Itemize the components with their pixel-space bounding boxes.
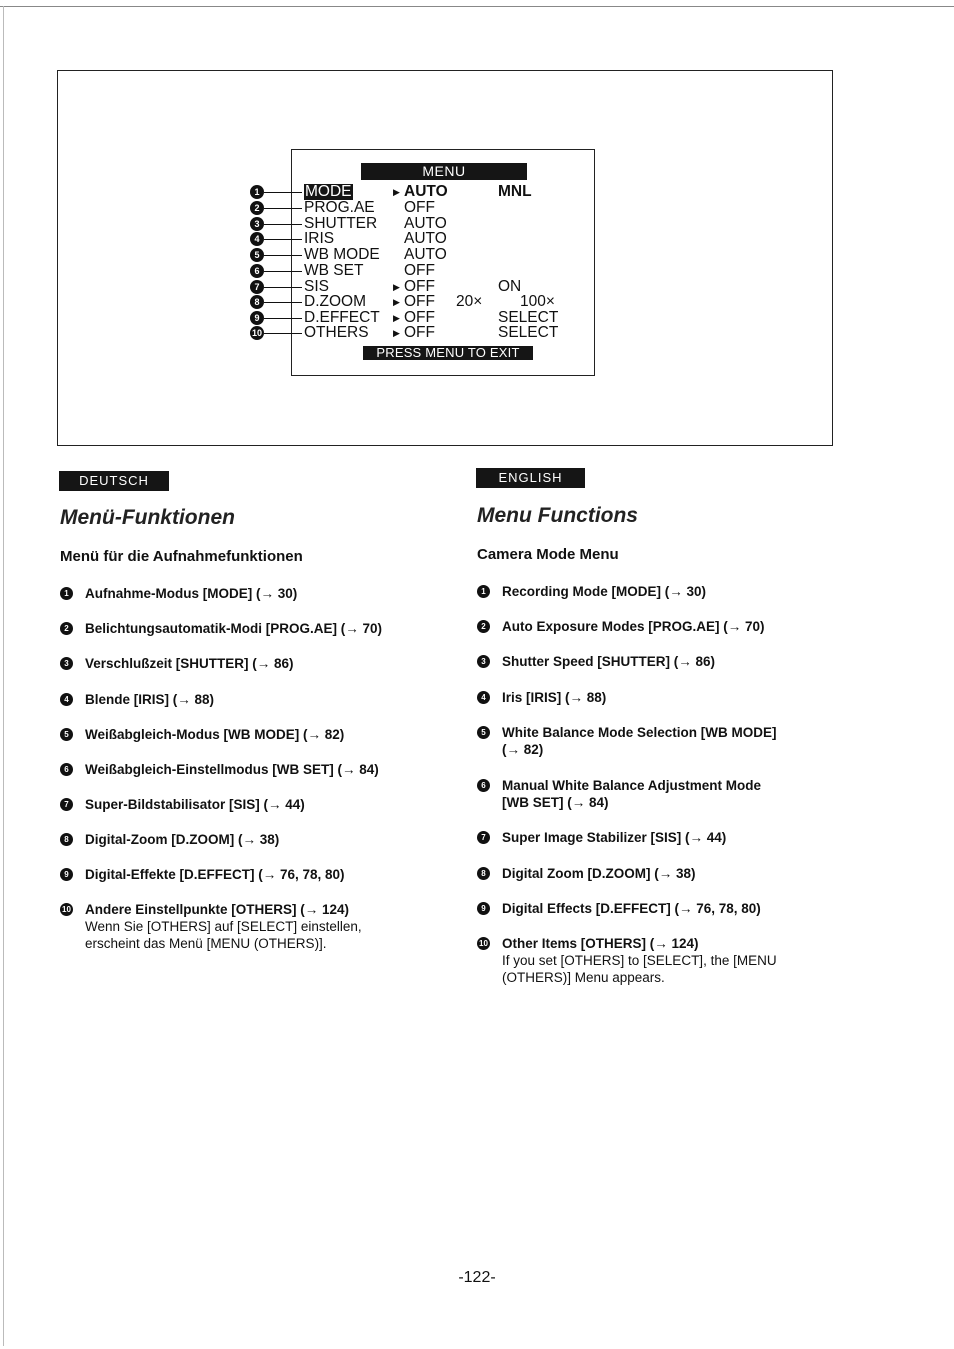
section-title-english: Menu Functions	[477, 504, 638, 527]
item-text: White Balance Mode Selection [WB MODE] (→ 82)	[502, 725, 777, 757]
row-value: OFF	[404, 324, 435, 341]
item-text: Auto Exposure Modes [PROG.AE] (→ 70)	[502, 619, 765, 634]
leader-line	[264, 302, 302, 303]
row-label: PROG.AE	[304, 199, 375, 216]
item-number: 8	[60, 833, 73, 846]
item-text: Super-Bildstabilisator [SIS] (→ 44)	[85, 797, 305, 812]
item-text: Verschlußzeit [SHUTTER] (→ 86)	[85, 656, 294, 671]
page-number: -122-	[458, 1269, 496, 1286]
row-value: AUTO	[404, 246, 447, 263]
row-option: MNL	[498, 183, 532, 200]
leader-line	[264, 192, 302, 193]
leader-line	[264, 271, 302, 272]
item-number: 8	[477, 867, 490, 880]
section-title-deutsch: Menü-Funktionen	[60, 506, 235, 529]
item-number: 2	[477, 620, 490, 633]
triangle-icon: ▶	[393, 328, 400, 338]
row-value: AUTO	[404, 230, 447, 247]
item-number: 10	[60, 903, 73, 916]
item-text: Digital-Zoom [D.ZOOM] (→ 38)	[85, 832, 280, 847]
row-value: AUTO	[404, 215, 447, 232]
leader-line	[264, 287, 302, 288]
item-text: Iris [IRIS] (→ 88)	[502, 690, 607, 705]
row-option: 20×	[456, 293, 483, 310]
item-number: 4	[477, 691, 490, 704]
row-option: ON	[498, 278, 522, 295]
row-label: SIS	[304, 278, 329, 295]
item-text: Other Items [OTHERS] (→ 124)	[502, 936, 699, 951]
row-marker: 2	[250, 201, 264, 215]
row-marker: 6	[250, 264, 264, 278]
item-number: 10	[477, 937, 490, 950]
item-number: 3	[477, 655, 490, 668]
triangle-icon: ▶	[393, 297, 400, 307]
item-number: 4	[60, 693, 73, 706]
row-option: SELECT	[498, 309, 559, 326]
triangle-icon: ▶	[393, 187, 400, 197]
language-badge-english: ENGLISH	[476, 468, 585, 488]
leader-line	[264, 333, 302, 334]
item-text: Digital Zoom [D.ZOOM] (→ 38)	[502, 866, 696, 881]
list-item	[477, 724, 797, 760]
item-text: Andere Einstellpunkte [OTHERS] (→ 124)	[85, 902, 350, 917]
list-item	[477, 777, 797, 813]
leader-line	[264, 208, 302, 209]
row-value: OFF	[404, 262, 435, 279]
item-text: Blende [IRIS] (→ 88)	[85, 692, 215, 707]
item-text: Weißabgleich-Einstellmodus [WB SET] (→ 84)	[85, 762, 379, 777]
row-value: AUTO	[404, 183, 448, 200]
row-marker: 1	[250, 185, 264, 199]
row-label: D.EFFECT	[304, 309, 380, 326]
item-text: Belichtungsautomatik-Modi [PROG.AE] (→ 70)	[85, 621, 383, 636]
language-badge-deutsch: DEUTSCH	[59, 471, 169, 491]
row-label: MODE	[305, 183, 352, 200]
leader-line	[264, 318, 302, 319]
item-number: 5	[477, 726, 490, 739]
item-number: 6	[477, 779, 490, 792]
item-number: 6	[60, 763, 73, 776]
top-rule	[0, 6, 954, 7]
item-note: Wenn Sie [OTHERS] auf [SELECT] einstellen, erscheint das Menü [MENU (OTHERS)].	[85, 919, 362, 951]
row-label: WB SET	[304, 262, 364, 279]
item-number: 3	[60, 657, 73, 670]
item-text: Shutter Speed [SHUTTER] (→ 86)	[502, 654, 716, 669]
item-number: 2	[60, 622, 73, 635]
menu-title: MENU	[361, 163, 527, 180]
menu-footer: PRESS MENU TO EXIT	[363, 346, 533, 360]
row-marker: 5	[250, 248, 264, 262]
row-value: OFF	[404, 278, 435, 295]
left-rule	[3, 6, 4, 1346]
row-label: D.ZOOM	[304, 293, 366, 310]
row-value: OFF	[404, 309, 435, 326]
item-number: 1	[477, 585, 490, 598]
row-marker: 7	[250, 280, 264, 294]
subsection-title-english: Camera Mode Menu	[477, 546, 619, 563]
item-number: 5	[60, 728, 73, 741]
item-text: Super Image Stabilizer [SIS] (→ 44)	[502, 830, 727, 845]
row-marker: 3	[250, 217, 264, 231]
item-text: Digital Effects [D.EFFECT] (→ 76, 78, 80)	[502, 901, 761, 916]
item-text: Recording Mode [MODE] (→ 30)	[502, 584, 707, 599]
row-label: SHUTTER	[304, 215, 378, 232]
item-number: 9	[477, 902, 490, 915]
item-text: Manual White Balance Adjustment Mode [WB SET] (→ 84)	[502, 778, 762, 810]
row-marker: 8	[250, 295, 264, 309]
item-text: Aufnahme-Modus [MODE] (→ 30)	[85, 586, 298, 601]
row-option: SELECT	[498, 324, 559, 341]
row-option: 100×	[520, 293, 555, 310]
subsection-title-deutsch: Menü für die Aufnahmefunktionen	[60, 548, 303, 565]
triangle-icon: ▶	[393, 313, 400, 323]
item-number: 7	[60, 798, 73, 811]
item-text: Digital-Effekte [D.EFFECT] (→ 76, 78, 80)	[85, 867, 345, 882]
row-value: OFF	[404, 199, 435, 216]
item-text: Weißabgleich-Modus [WB MODE] (→ 82)	[85, 727, 345, 742]
leader-line	[264, 239, 302, 240]
row-marker: 4	[250, 232, 264, 246]
row-marker: 9	[250, 311, 264, 325]
triangle-icon: ▶	[393, 282, 400, 292]
row-label: OTHERS	[304, 324, 369, 341]
row-marker: 10	[251, 328, 262, 338]
item-number: 7	[477, 831, 490, 844]
row-value: OFF	[404, 293, 435, 310]
leader-line	[264, 224, 302, 225]
leader-line	[264, 255, 302, 256]
item-number: 1	[60, 587, 73, 600]
row-label: IRIS	[304, 230, 335, 247]
item-note: If you set [OTHERS] to [SELECT], the [MENU (OTHERS)] Menu appears.	[502, 953, 777, 985]
item-number: 9	[60, 868, 73, 881]
row-label: WB MODE	[304, 246, 380, 263]
